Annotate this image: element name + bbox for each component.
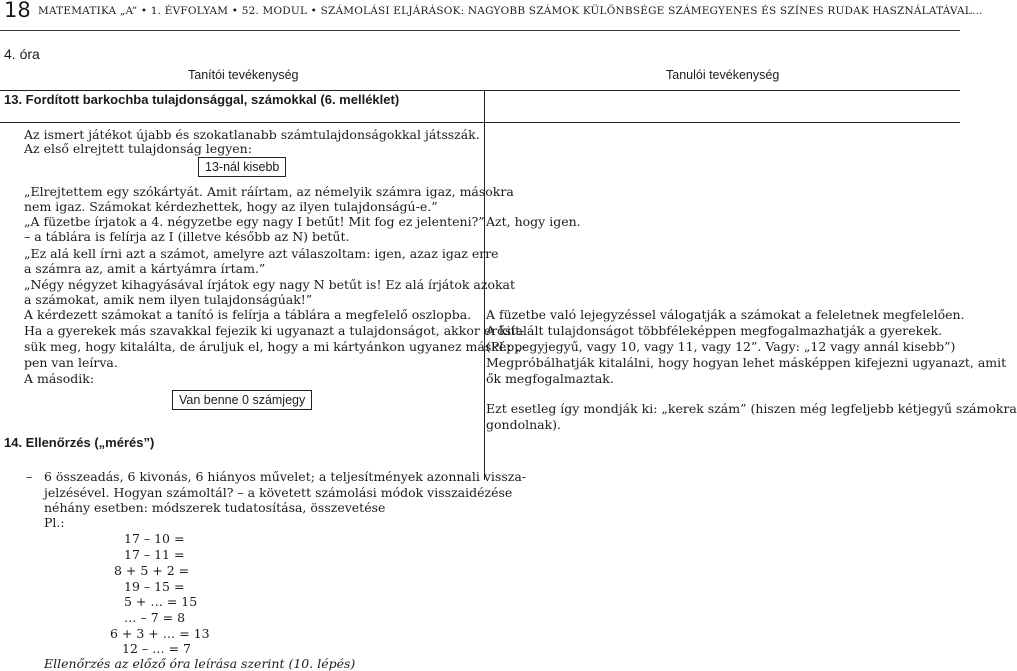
list-dash: –: [26, 469, 33, 484]
student-activity-3: (Pl.: „egyjegyű, vagy 10, vagy 11, vagy 12”. Vagy: „12 vagy annál kisebb”): [486, 339, 956, 354]
student-answer-1: Azt, hogy igen.: [486, 214, 581, 229]
section-13-intro-2: Az első elrejtett tulajdonság legyen:: [24, 141, 252, 156]
section-13-body-12: pen van leírva.: [24, 355, 118, 370]
section-13-body-4: – a táblára is felírja az I (illetve később az N) betűt.: [24, 229, 350, 244]
section-13-body-3: „A füzetbe írjatok a 4. négyzetbe egy nagy I betűt! Mit fog ez jelenteni?”: [24, 214, 485, 229]
section-13-title: 13. Fordított barkochba tulajdonsággal, számokkal (6. melléklet): [4, 92, 400, 107]
student-activity-4: Megpróbálhatják kitalálni, hogy hogyan lehet másképpen kifejezni ugyanazt, amit: [486, 355, 1007, 370]
section-13-body-13: A második:: [24, 371, 95, 386]
section-13-body-9: A kérdezett számokat a tanító is felírja a táblára a megfelelő oszlopba.: [24, 307, 472, 322]
page-number: 18: [4, 0, 31, 22]
section-13-body-7: „Négy négyzet kihagyásával írjátok egy nagy N betűt is! Ez alá írjátok azokat: [24, 277, 516, 292]
equation-6: … – 7 = 8: [124, 610, 186, 625]
hidden-property-card-2: Van benne 0 számjegy: [172, 390, 312, 410]
equation-5: 5 + … = 15: [124, 594, 198, 609]
section-13-body-2: nem igaz. Számokat kérdezhettek, hogy az ilyen tulajdonságú-e.”: [24, 199, 438, 214]
section-14-line-1: 6 összeadás, 6 kivonás, 6 hiányos művelet; a teljesítmények azonnali vissza-: [44, 469, 527, 484]
section-14-title: 14. Ellenőrzés („mérés”): [4, 435, 155, 450]
equation-7: 6 + 3 + … = 13: [110, 626, 210, 641]
section-14-line-2: jelzésével. Hogyan számoltál? – a követett számolási módok visszaidézése: [44, 485, 513, 500]
lesson-title: 4. óra: [4, 46, 40, 62]
section-14-line-3: néhány esetben: módszerek tudatosítása, összevetése: [44, 500, 386, 515]
equation-2: 17 – 11 =: [124, 547, 185, 562]
section-13-body-8: a számokat, amik nem ilyen tulajdonságúak!”: [24, 292, 313, 307]
student-column-heading: Tanulói tevékenység: [666, 68, 780, 82]
section-13-body-10: Ha a gyerekek más szavakkal fejezik ki ugyanazt a tulajdonságot, akkor erősít-: [24, 323, 525, 338]
student-activity-1: A füzetbe való lejegyzéssel válogatják a számokat a feleletnek megfelelően.: [486, 307, 965, 322]
equation-8: 12 – … = 7: [122, 641, 191, 656]
equation-4: 19 – 15 =: [124, 579, 185, 594]
section-13-body-11: sük meg, hogy kitalálta, de áruljuk el, hogy a mi kártyánkon ugyanez másképp-: [24, 339, 527, 354]
student-activity-5: ők megfogalmaztak.: [486, 371, 614, 386]
running-title: MATEMATIKA „A” • 1. ÉVFOLYAM • 52. MODUL • SZÁMOLÁSI ELJÁRÁSOK: NAGYOBB SZÁMOK KÜLÖNBSÉGE SZÁMEGYENES ÉS SZÍNES RUDAK HASZNÁLATÁVAL…: [38, 5, 983, 17]
section-13-body-1: „Elrejtettem egy szókártyát. Amit ráírtam, az némelyik számra igaz, másokra: [24, 184, 514, 199]
equation-3: 8 + 5 + 2 =: [114, 563, 190, 578]
student-note-2: gondolnak).: [486, 417, 562, 432]
table-rule-section: [0, 122, 960, 123]
equation-1: 17 – 10 =: [124, 531, 185, 546]
section-14-note: Ellenőrzés az előző óra leírása szerint (10. lépés): [44, 656, 356, 671]
teacher-column-heading: Tanítói tevékenység: [188, 68, 299, 82]
section-13-body-5: „Ez alá kell írni azt a számot, amelyre azt válaszoltam: igen, azaz igaz erre: [24, 246, 499, 261]
section-13-body-6: a számra az, amit a kártyámra írtam.”: [24, 261, 266, 276]
header-rule: [0, 30, 960, 31]
hidden-property-card-1: 13-nál kisebb: [198, 157, 286, 177]
student-activity-2: A kitalált tulajdonságot többféleképpen megfogalmazhatják a gyerekek.: [486, 323, 943, 338]
section-13-intro-1: Az ismert játékot újabb és szokatlanabb számtulajdonságokkal játsszák.: [24, 127, 480, 142]
section-14-line-4: Pl.:: [44, 515, 65, 530]
table-rule-top: [0, 90, 960, 91]
student-note-1: Ezt esetleg így mondják ki: „kerek szám” (hiszen még legfeljebb kétjegyű számokra: [486, 401, 1017, 416]
